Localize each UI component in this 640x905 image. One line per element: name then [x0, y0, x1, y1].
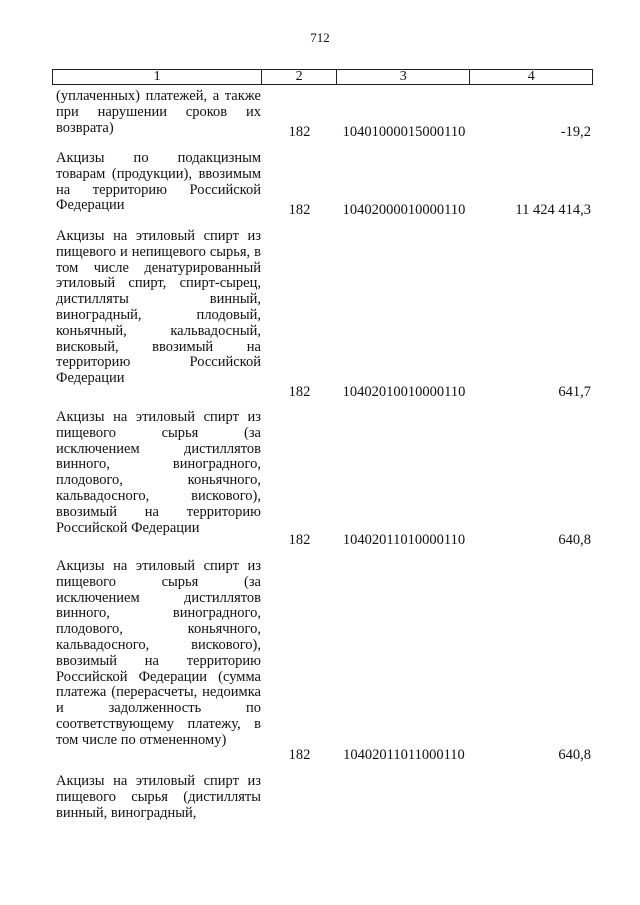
page-number: 712	[310, 30, 330, 45]
row-admin-code: 182	[288, 384, 311, 400]
row-description: Акцизы на этиловый спирт из пищевого и непищевого сырья, в том числе денатурированный этиловый спирт, спирт-сырец, дистилляты винный, виноградный, плодовый, коньячный, кальвадосный, висковый, ввозимый на территорию Российской Федерации	[56, 228, 261, 387]
row-description: Акцизы на этиловый спирт из пищевого сырья (дистилляты винный, виноградный,	[56, 773, 261, 821]
row-description: Акцизы на этиловый спирт из пищевого сырья (за исключением дистиллятов винного, виноградного, плодового, коньячного, кальвадосного, вискового), ввозимый на территорию Российской Федерации	[56, 409, 261, 536]
table-header-col-2: 2	[262, 70, 337, 84]
table-header-col-4: 4	[527, 69, 535, 84]
row-admin-code: 182	[288, 202, 311, 218]
table-header-row	[52, 69, 593, 85]
row-description: Акцизы на этиловый спирт из пищевого сырья (за исключением дистиллятов винного, виноградного, плодового, коньячного, кальвадосного, вискового), ввозимый на территорию Российской Федерации (сумма платежа (перерасчеты, недоимка и задолженность по соответствующему платежу, в том числе по отмененному)	[56, 558, 261, 748]
row-admin-code: 182	[288, 747, 311, 763]
row-kbk-code: 10402010010000110	[342, 384, 466, 400]
table-header-col-3: 3	[337, 70, 471, 84]
row-admin-code: 182	[288, 532, 311, 548]
row-kbk-code: 10402000010000110	[342, 202, 466, 218]
row-description: Акцизы по подакцизным товарам (продукции), ввозимым на территорию Российской Федерации	[56, 150, 261, 214]
row-kbk-code: 10402011010000110	[342, 532, 466, 548]
row-amount: 640,8	[558, 532, 591, 548]
row-kbk-code: 10401000015000110	[342, 124, 466, 140]
table-header-col-1: 1	[53, 70, 262, 84]
row-amount: 640,8	[558, 747, 591, 763]
row-amount: 641,7	[558, 384, 591, 400]
row-admin-code: 182	[288, 124, 311, 140]
row-amount: -19,2	[560, 124, 591, 140]
row-description: (уплаченных) платежей, а также при нарушении сроков их возврата)	[56, 88, 261, 136]
row-kbk-code: 10402011011000110	[343, 747, 465, 763]
row-amount: 11 424 414,3	[515, 202, 591, 218]
